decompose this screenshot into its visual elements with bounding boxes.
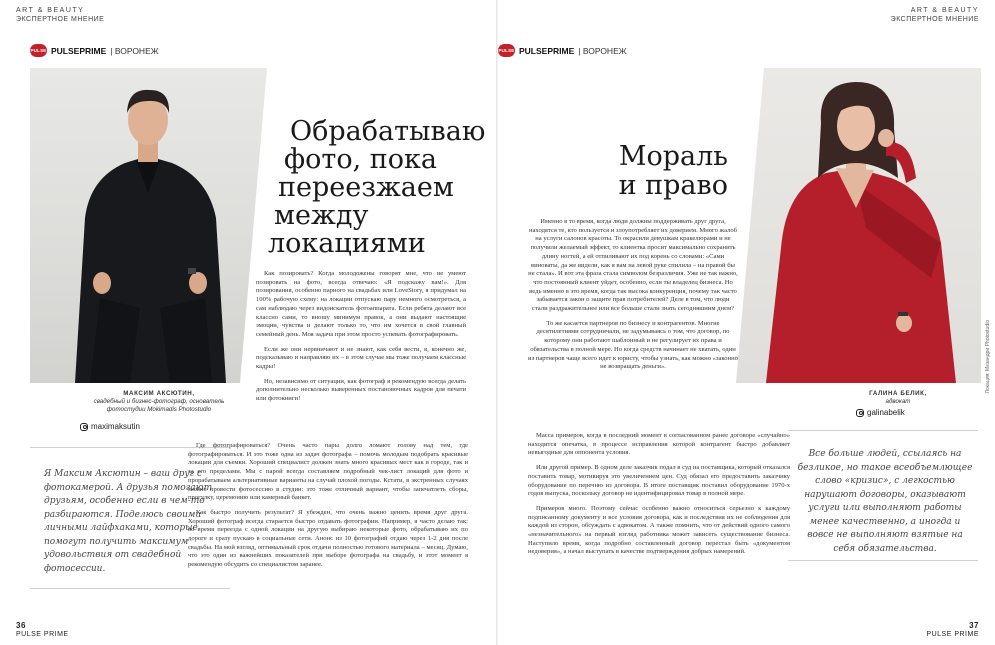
title-line: Обрабатываю: [290, 116, 486, 147]
title-line: и право: [618, 170, 728, 201]
person-caption-left: [84, 390, 234, 414]
paragraph: Как позировать? Когда молодожены говорят мне, что не умеют позировать на фото, всегда отвечаю: «Я подскажу вам!». Для позирования, особенно парного на свадьбах или LoveStory, я придумал на 100% рабочую схему: на локации отпускаю пару немного осмотреться, а сам наблюдаю через видоискатель фотоаппарата. Если ребята делают все классно сами, то вношу минимум правок, а они выдают настоящие эмоции, чувства и делают только то, что им хочется в свой главный семейный день. Моя задача при этом просто успевать фотографировать.: [256, 270, 466, 338]
section-subtitle: ЭКСПЕРТНОЕ МНЕНИЕ: [16, 16, 105, 23]
paragraph: То же касается партнеров по бизнесу и контрагентов. Многие десятилетиями сотрудничали, не задумываясь о том, что договор, по которому они работают шаблонный и не регулирует их права и обязательства в полной мере. Но когда средств начинает не хватать, один из партнеров чаще всего идет к юристу, чтобы узнать, как можно «законно не возвращать деньги».: [528, 319, 738, 371]
brand: [30, 44, 159, 57]
magazine-name: PULSE PRIME: [16, 631, 69, 638]
article-body-left-bottom: [188, 442, 468, 576]
article-title-left: [268, 116, 486, 259]
pulse-logo-icon: PULSE: [498, 44, 515, 57]
photo-credit: Локация: Мезандри Photostudio: [985, 320, 991, 394]
pull-quote-right: Все больше людей, ссылаясь на безликое, но такое всеобъемлющее слово «кризис», с легкостью нарушают договоры, оказывают услуги или выполняют работы менее качественно, а иногда и вовсе не выполняют взятые на себя обязательства.: [797, 449, 973, 554]
person-role: адвокат: [885, 398, 911, 405]
paragraph: Масса примеров, когда в последний момент в согласованном ранее договоре «случайно» находится опечатка, в процессе исправления которой контрагент быстро добавляет невыгодные для оппонента условия.: [528, 432, 790, 457]
pull-quote-left: Я Максим Аксютин – ваш друг с фотокамерой. А друзья помогают друзьям, особенно если в чем-то разбираются. Поделюсь своими личными лайфхаками, которые помогут получить максимум удовольствия от свадебной фотосессии.: [44, 469, 213, 574]
pulse-logo-icon: PULSE: [30, 44, 47, 57]
title-line: между: [274, 200, 369, 231]
page-number: 37: [969, 621, 979, 630]
divider: [788, 560, 978, 561]
left-page: [0, 0, 497, 645]
brand-name: PULSEPRIME: [51, 45, 107, 56]
section-title: ART & BEAUTY: [16, 7, 85, 14]
paragraph: Или другой пример. В одном деле заказчик подал в суд на поставщика, который отказался поставить товар, мотивируя это увеличением цен. Суд обязал его предоставить заказчику оборудование по перечню из договора. В итоге поставщик поставил оборудование 1970-х годов выпуска, поскольку договор не идентифицировал товар в полной мере.: [528, 464, 790, 498]
title-line: Мораль: [618, 141, 728, 172]
divider: [30, 588, 230, 589]
brand-city: | ВОРОНЕЖ: [110, 45, 159, 56]
magazine-name: PULSE PRIME: [926, 631, 979, 638]
paragraph: Если же они нервничают и не знают, как себя вести, я, конечно же, подсказываю и направляю их – в этом случае мы тоже получаем классные кадры!: [256, 345, 466, 371]
section-label: [16, 6, 104, 24]
person-caption-right: [848, 390, 948, 406]
portrait-photo-maksim: [30, 68, 267, 383]
page-footer-left: [16, 621, 69, 639]
instagram-handle-right[interactable]: [856, 408, 905, 417]
person-role: свадебный и бизнес-фотограф, основатель: [93, 398, 225, 405]
brand-name: PULSEPRIME: [519, 45, 575, 56]
man-portrait-illustration: [30, 68, 267, 383]
article-body-left-top: [256, 270, 466, 410]
paragraph: Как быстро получить результат? Я убежден, что очень важно ценить время друг друга. Хороший фотограф всегда старается быстро отдавать фотографии. Например, я часто делаю так: во время переезда с одной локации на другую выбираю некоторые фото, обрабатываю их по дороге и сразу пускаю в социальные сети. Анонс из 10 фотографий отдаю через 1-2 дня после свадьбы. На мой взгляд, оптимальный срок отдачи полностью готового материала – месяц. Думаю, что это один из важнейших показателей при выборе фотографа на свадьбу, и этот момент я рекомендую обсудить со специалистом заранее.: [188, 508, 468, 569]
person-role-2: фотостудии Mokimadis Photostudio: [106, 406, 212, 413]
brand: [498, 44, 627, 57]
paragraph: Но, независимо от ситуации, как фотограф я рекомендую всегда делать дополнительно несколько выверенных постановочных кадров для печати или фотокниги!: [256, 377, 466, 403]
person-name: ГАЛИНА БЕЛИК,: [869, 390, 927, 397]
title-line: переезжаем: [278, 172, 454, 203]
right-page: [498, 0, 995, 645]
instagram-icon: [856, 409, 864, 417]
paragraph: Где фотографироваться? Очень часто пары долго ломают голову над тем, где фотографироваться. И это тоже одна из задач фотографа – помочь молодым подобрать красивые локации для съемки. Хороший специалист должен знать много красивых мест как в городе, так и за его пределами. Мы с парой всегда составляем подробный чек-лист локаций для фото и прорабатываем альтернативные варианты на случай плохой погоды. Кстати, в экстренных случаях можно провести фотосессию в студии: это тоже отличный вариант, чтобы запечатлеть сборы, прогулку, церемонию или камерный банкет.: [188, 442, 468, 502]
person-name: МАКСИМ АКСЮТИН,: [123, 390, 195, 397]
instagram-icon: [80, 423, 88, 431]
instagram-username[interactable]: maximaksutin: [91, 422, 140, 431]
section-label: [891, 6, 979, 24]
article-body-right-bottom: [528, 432, 790, 563]
article-body-right-top: [528, 218, 738, 378]
title-line: фото, пока: [284, 144, 437, 175]
divider: [788, 430, 978, 431]
page-footer-right: [926, 621, 979, 639]
section-title: ART & BEAUTY: [910, 7, 979, 14]
instagram-username[interactable]: galinabelik: [867, 408, 905, 417]
article-title-right: [598, 142, 728, 200]
title-line: локациями: [268, 228, 426, 259]
paragraph: Примеров много. Поэтому сейчас особенно важно относиться серьезно к каждому подписанному документу и все условия договора, как и последствия их не соблюдения для каждой из сторон, обсуждать с адвокатом. А также помнить, что от действий одного самого «незначительного» на первый взгляд работника может зависеть существование бизнеса. Наступило время, когда подробно составленный договор перестал быть «документом недоверия», а начал выступать в качестве подтверждения добрых намерений.: [528, 504, 790, 556]
paragraph: Именно в то время, когда люди должны поддерживать друг друга, находятся те, кто пользуется и злоупотребляет их доверием. Много жалоб на услуги салонов красоты. То окрасили девушкам кракелюрами и не получили желаемый эффект, то клиентка просит максимально сохранить длину ногтей, а ей отпиливают их под корень со словами: «Сами виноваты, да же видели, как я вам на левой руке спилила – на правой бы не стала». И вот эта фраза стала символом безразличия. Уже не так важно, что постоянный клиент уйдет, особенно, если ты владелец бизнеса. Но ведь именно в это время, когда так высока конкуренция, почему так часто забывается закон о защите прав потребителей? Деле в том, что люди стали раздражительнее или все больше стали знать сегодняшним днем?: [528, 218, 738, 313]
section-subtitle: ЭКСПЕРТНОЕ МНЕНИЕ: [890, 16, 979, 23]
page-number: 36: [16, 621, 26, 630]
brand-city: | ВОРОНЕЖ: [578, 45, 627, 56]
instagram-handle-left[interactable]: [80, 422, 140, 431]
